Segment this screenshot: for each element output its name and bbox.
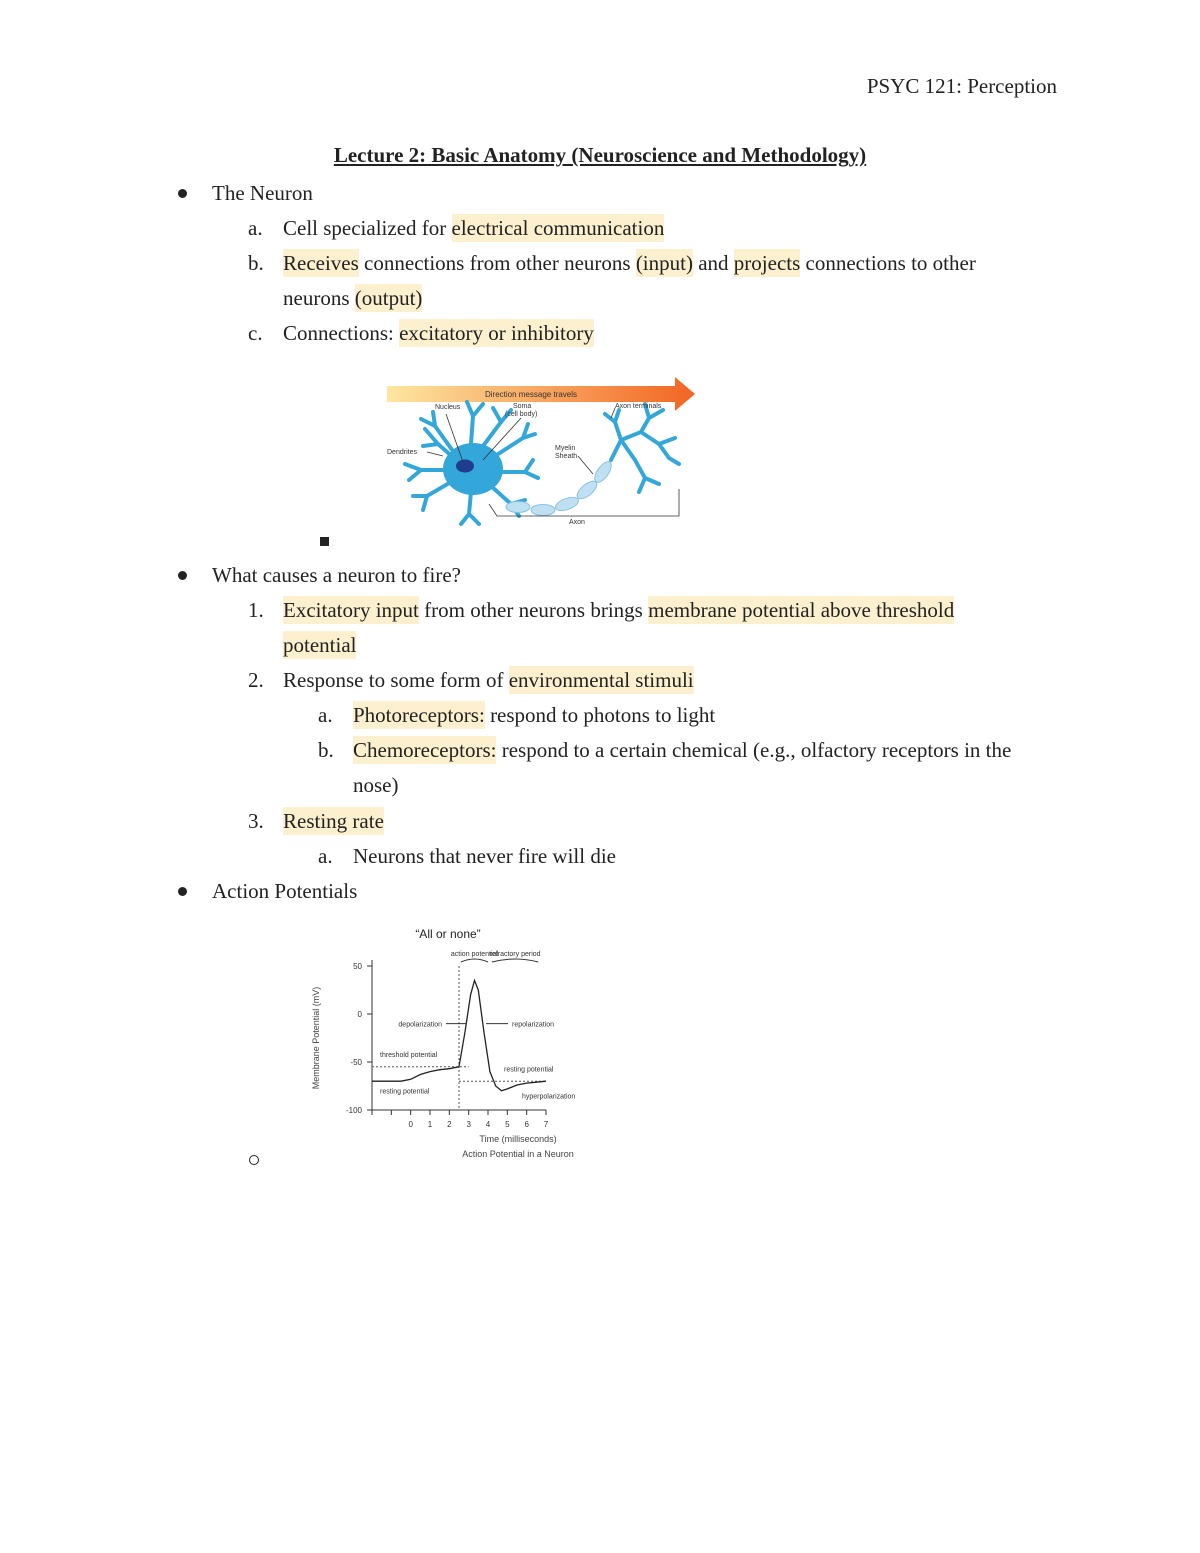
- x-tick-label: 5: [505, 1120, 510, 1129]
- y-tick-label: -50: [350, 1058, 362, 1067]
- threshold-label: threshold potential: [380, 1052, 438, 1060]
- axon-terminals: [605, 404, 679, 492]
- highlight: excitatory or inhibitory: [399, 321, 594, 345]
- chart-title: “All or none”: [415, 927, 481, 941]
- highlight: membrane potential above threshold: [648, 598, 955, 622]
- list-item-continuation: neurons (output): [283, 286, 423, 310]
- myelin-label-sub: Sheath: [555, 453, 578, 460]
- list-marker: a.: [318, 844, 333, 868]
- bullet-icon: [178, 571, 187, 580]
- list-item: Neurons that never fire will die: [353, 844, 616, 868]
- soma-label: Soma: [513, 403, 532, 410]
- depolarization-label: depolarization: [398, 1021, 442, 1029]
- list-marker: 2.: [248, 668, 264, 692]
- list-item: Receives connections from other neurons (input) and projects connections to other: [283, 251, 976, 275]
- list-item: Response to some form of environmental stimuli: [283, 668, 694, 692]
- list-item: Excitatory input from other neurons brings membrane potential above threshold: [283, 598, 955, 622]
- list-item: Connections: excitatory or inhibitory: [283, 321, 594, 345]
- action-potential-label: action potential: [450, 951, 499, 958]
- bullet-icon: [178, 887, 187, 896]
- x-tick-label: 3: [466, 1120, 471, 1129]
- y-tick-label: 0: [357, 1010, 362, 1019]
- list-item-continuation: [283, 630, 356, 660]
- ticks: [346, 962, 549, 1129]
- action-potential-chart: [300, 920, 600, 1165]
- soma-label-sub: (cell body): [505, 411, 538, 418]
- hollow-bullet-icon: [249, 1155, 259, 1165]
- x-tick-label: 2: [447, 1120, 452, 1129]
- y-tick-label: 50: [353, 962, 362, 971]
- highlight: Photoreceptors:: [353, 703, 485, 727]
- highlight: environmental stimuli: [508, 668, 694, 692]
- nucleus: [456, 460, 474, 473]
- highlight: electrical communication: [451, 216, 665, 240]
- list-marker: c.: [248, 321, 263, 345]
- chart-caption: Action Potential in a Neuron: [462, 1149, 574, 1159]
- list-item-continuation: nose): [353, 773, 399, 797]
- lecture-title: Lecture 2: Basic Anatomy (Neuroscience and Methodology): [333, 143, 867, 167]
- list-marker: a.: [318, 703, 333, 727]
- neuron-diagram: [383, 374, 699, 530]
- x-tick-label: 0: [408, 1120, 413, 1129]
- ap-heading: Action Potentials: [212, 879, 358, 903]
- nucleus-label: Nucleus: [435, 404, 461, 411]
- terminals-label: Axon terminals: [615, 403, 662, 410]
- y-axis-label: Membrane Potential (mV): [311, 986, 321, 1090]
- bullet-icon: [178, 189, 187, 198]
- refractory-label: refractory period: [489, 951, 541, 958]
- square-bullet-icon: [320, 537, 329, 546]
- x-tick-label: 1: [427, 1120, 433, 1129]
- x-tick-label: 7: [543, 1120, 549, 1129]
- highlight: Receives: [283, 251, 359, 275]
- highlight: (output): [354, 286, 423, 310]
- list-marker: b.: [248, 251, 264, 275]
- resting-right-label: resting potential: [504, 1066, 554, 1074]
- list-item: Photoreceptors: respond to photons to light: [353, 703, 716, 727]
- myelin-label: Myelin: [555, 445, 576, 452]
- y-tick-label: -100: [345, 1106, 362, 1115]
- hyperpolarization-label: hyperpolarization: [522, 1093, 576, 1101]
- list-marker: b.: [318, 738, 334, 762]
- list-item: Cell specialized for electrical communication: [283, 216, 665, 240]
- list-marker: 1.: [248, 598, 264, 622]
- highlight: projects: [733, 251, 801, 275]
- arrow-label: Direction message travels: [484, 390, 578, 399]
- list-marker: 3.: [248, 809, 264, 833]
- list-marker: a.: [248, 216, 263, 240]
- highlight: potential: [283, 633, 357, 657]
- myelin-sheath: [506, 459, 614, 515]
- axon-label: Axon: [569, 519, 585, 526]
- repolarization-label: repolarization: [512, 1021, 555, 1029]
- action-potential-brace: [461, 959, 488, 962]
- course-header: PSYC 121: Perception: [866, 74, 1057, 98]
- fire-heading: What causes a neuron to fire?: [212, 563, 461, 587]
- x-axis-label: Time (milliseconds): [479, 1134, 557, 1144]
- soma: [443, 443, 503, 495]
- annotations: [380, 951, 575, 1100]
- resting-left-label: resting potential: [380, 1088, 430, 1096]
- highlight: Excitatory input: [283, 598, 419, 622]
- highlight: Chemoreceptors:: [353, 738, 497, 762]
- x-tick-label: 6: [524, 1120, 529, 1129]
- list-item: Chemoreceptors: respond to a certain chemical (e.g., olfactory receptors in the: [353, 738, 1012, 762]
- list-item: [283, 806, 384, 836]
- x-tick-label: 4: [485, 1120, 491, 1129]
- highlight: Resting rate: [283, 809, 384, 833]
- refractory-brace: [492, 959, 538, 962]
- dendrites-label: Dendrites: [387, 449, 417, 456]
- neuron-heading: The Neuron: [212, 181, 313, 205]
- highlight: (input): [635, 251, 693, 275]
